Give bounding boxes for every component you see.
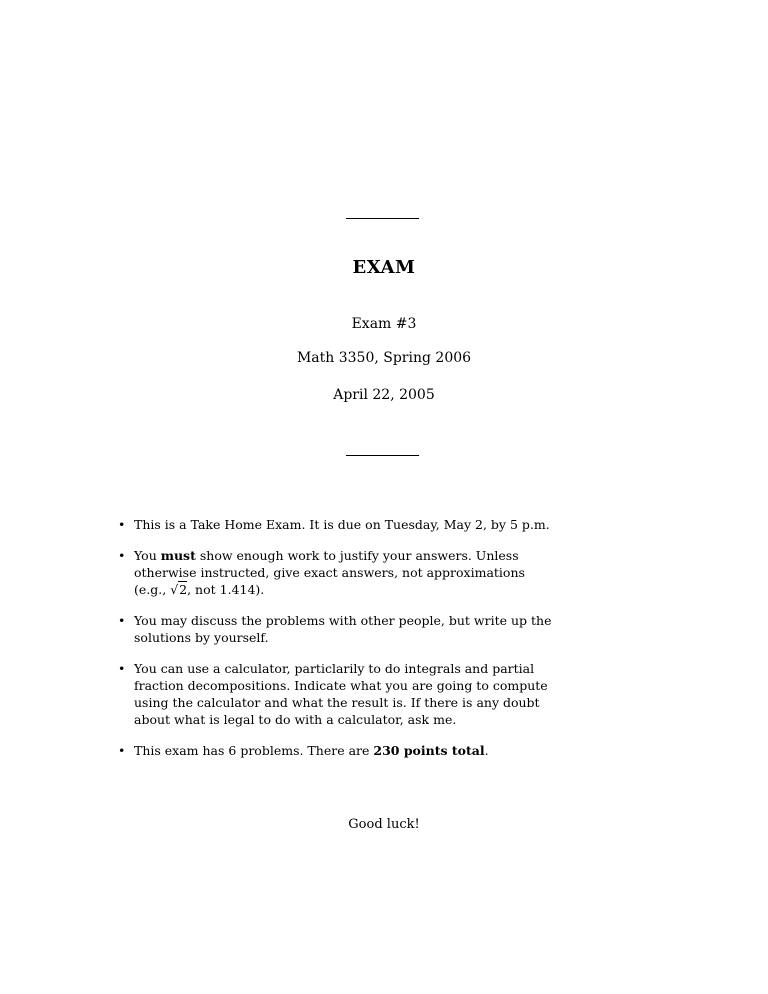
exam-number: Exam #3 bbox=[351, 316, 417, 332]
exam-title: EXAM bbox=[352, 257, 416, 278]
instruction-item bbox=[114, 742, 554, 759]
bullet-icon: • bbox=[118, 548, 126, 563]
top-rule bbox=[346, 218, 419, 219]
bottom-rule bbox=[346, 455, 419, 456]
instruction-text: This is a Take Home Exam. It is due on Tuesday, May 2, by 5 p.m. bbox=[134, 517, 550, 532]
exam-date: April 22, 2005 bbox=[333, 387, 435, 403]
bullet-icon: • bbox=[118, 613, 126, 628]
bullet-icon: • bbox=[118, 517, 126, 532]
instruction-item bbox=[114, 660, 554, 728]
instruction-text: You bbox=[134, 548, 157, 563]
instruction-text: This exam has 6 problems. There are bbox=[134, 743, 370, 758]
instruction-item bbox=[114, 612, 554, 646]
emphasis-text: must bbox=[160, 548, 196, 563]
sqrt-value: 2 bbox=[179, 582, 188, 597]
emphasis-text: 230 points total bbox=[373, 743, 485, 758]
course-info: Math 3350, Spring 2006 bbox=[296, 350, 472, 366]
instruction-text: You may discuss the problems with other people, but write up the solutions by yourself. bbox=[134, 613, 552, 645]
closing-text: Good luck! bbox=[348, 817, 420, 832]
sqrt-expression bbox=[170, 581, 187, 598]
instruction-item bbox=[114, 547, 554, 598]
instruction-item bbox=[114, 516, 554, 533]
instructions-list bbox=[114, 516, 554, 773]
instruction-text: , not 1.414). bbox=[187, 582, 265, 597]
bullet-icon: • bbox=[118, 661, 126, 676]
bullet-icon: • bbox=[118, 743, 126, 758]
sqrt-icon: √ bbox=[170, 582, 179, 597]
instruction-text: show enough work to justify your answers. Unless otherwise instructed, give exact answers, not approximations (e.g., bbox=[134, 548, 525, 597]
instruction-text: . bbox=[484, 743, 489, 758]
instruction-text: You can use a calculator, particlarily to do integrals and partial fraction decompositions. Indicate what you are going to compute using the calculator and what the result is. If there is any doubt about what is legal to do with a calculator, ask me. bbox=[134, 661, 548, 727]
